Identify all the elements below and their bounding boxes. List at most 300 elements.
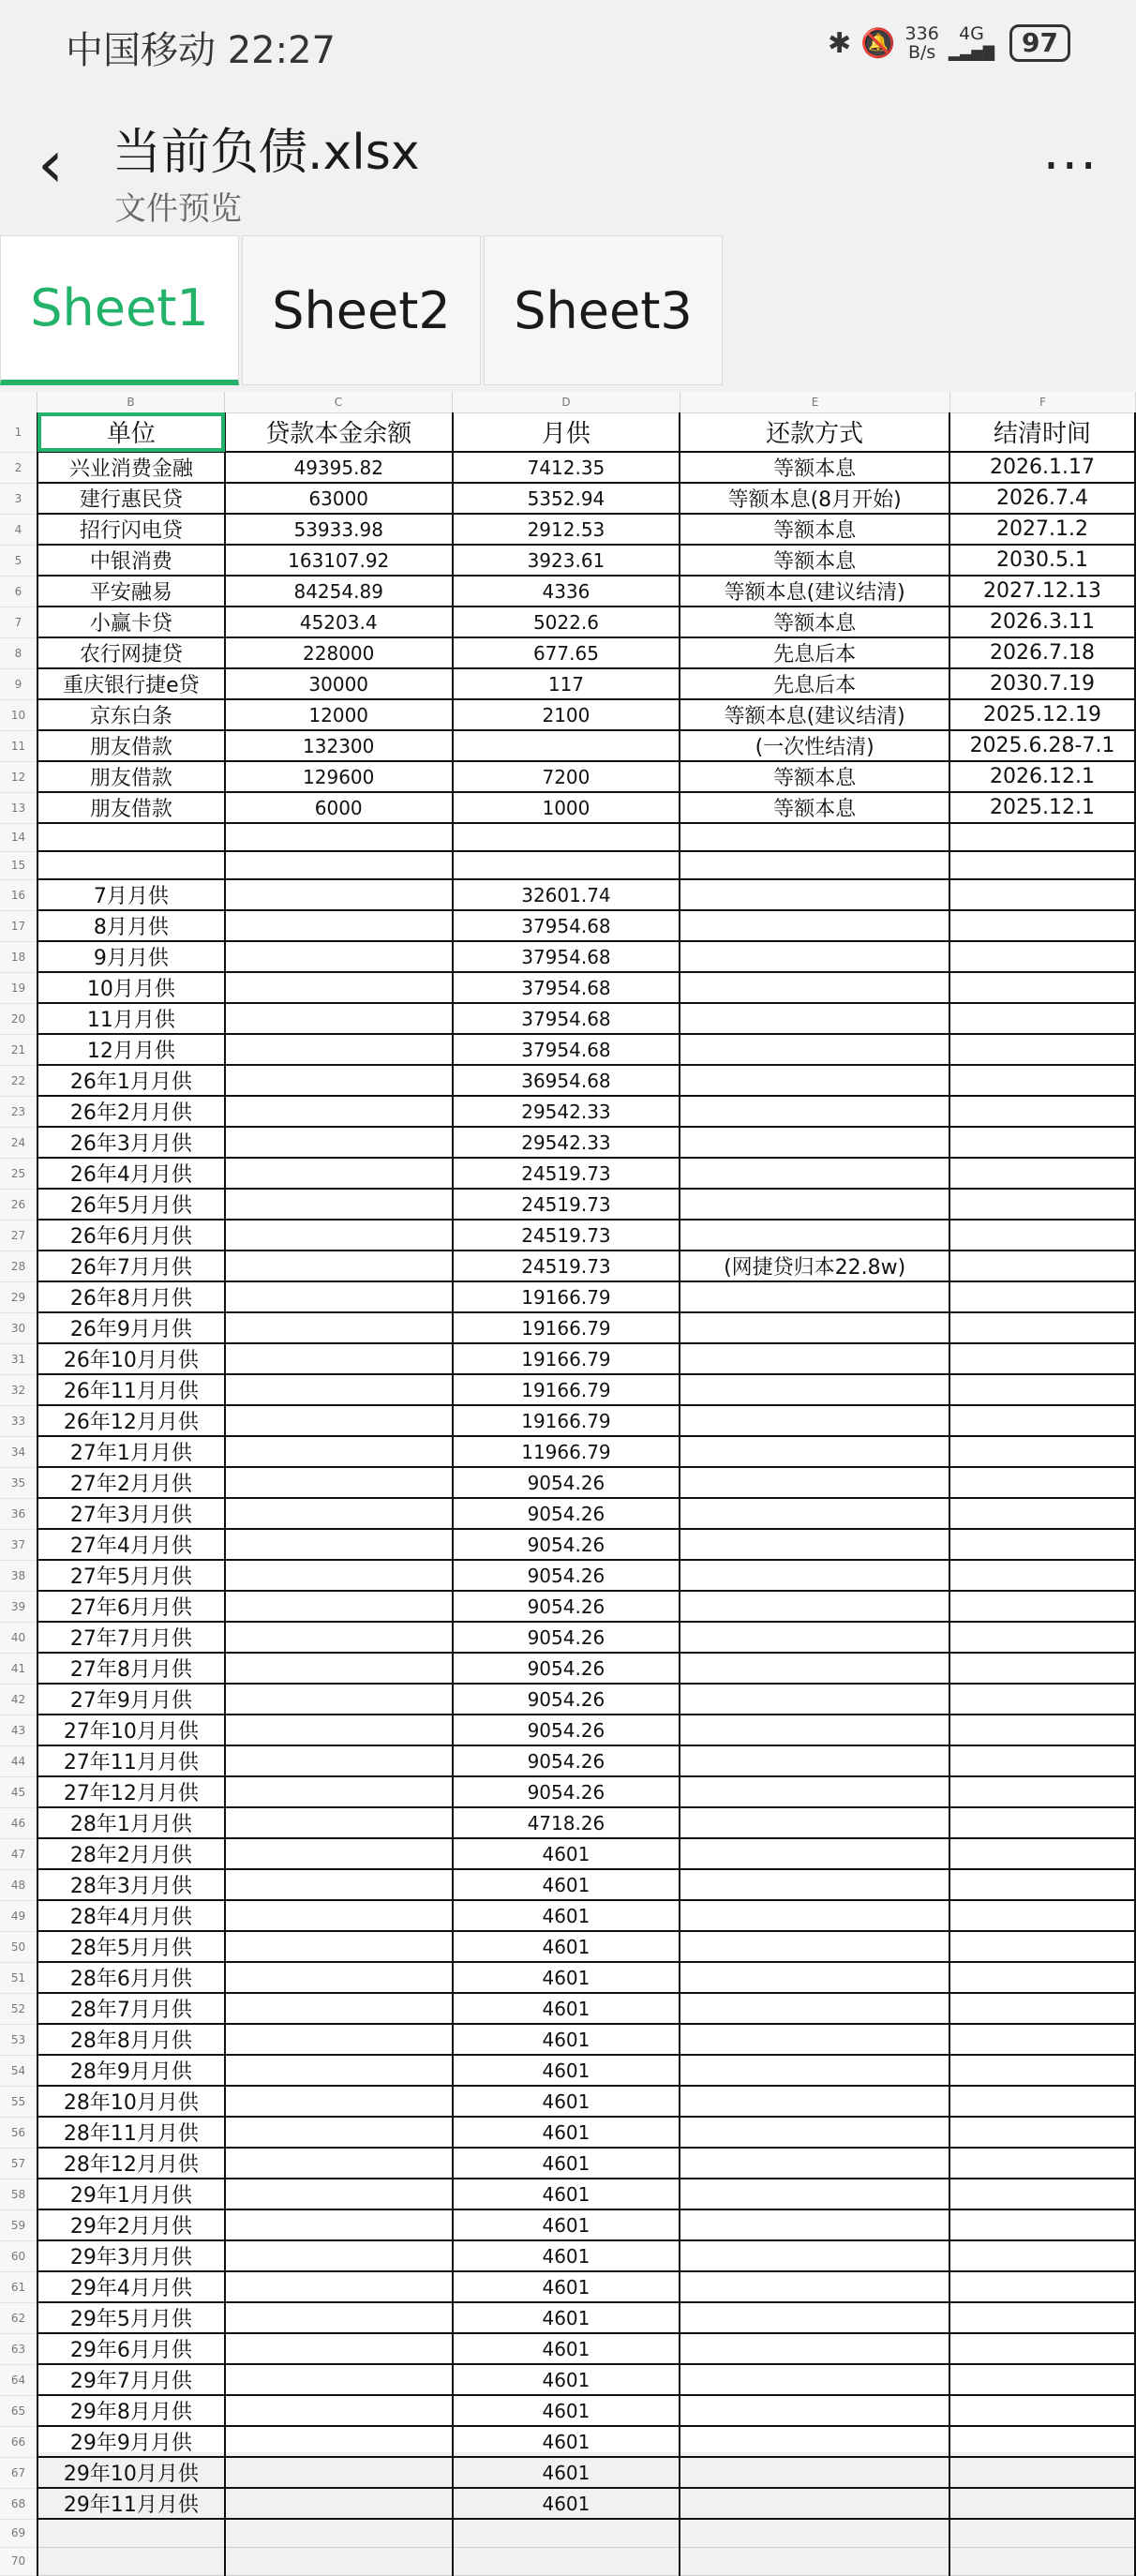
- table-cell[interactable]: 29年10月月供: [37, 2457, 225, 2488]
- table-cell[interactable]: [949, 2271, 1135, 2302]
- table-cell[interactable]: 等额本息: [680, 545, 949, 576]
- table-cell[interactable]: 2026.1.17: [949, 452, 1135, 483]
- table-cell[interactable]: 4601: [453, 1993, 680, 2024]
- table-cell[interactable]: 36954.68: [453, 1065, 680, 1096]
- table-cell[interactable]: 27年7月月供: [37, 1622, 225, 1653]
- table-cell[interactable]: 32601.74: [453, 879, 680, 910]
- table-cell[interactable]: [680, 2547, 949, 2575]
- table-cell[interactable]: [225, 2488, 453, 2519]
- table-cell[interactable]: [949, 1560, 1135, 1591]
- column-header-b[interactable]: B: [37, 392, 225, 412]
- table-cell[interactable]: 兴业消费金融: [37, 452, 225, 483]
- table-cell[interactable]: 26年9月月供: [37, 1312, 225, 1343]
- table-cell[interactable]: 29542.33: [453, 1096, 680, 1127]
- table-cell[interactable]: 26年1月月供: [37, 1065, 225, 1096]
- table-cell[interactable]: 4601: [453, 2426, 680, 2457]
- table-cell[interactable]: [949, 2333, 1135, 2364]
- row-number[interactable]: 46: [0, 1807, 37, 1838]
- table-cell[interactable]: 等额本息(建议结清): [680, 576, 949, 607]
- row-number[interactable]: 47: [0, 1838, 37, 1869]
- table-cell[interactable]: 2912.53: [453, 514, 680, 545]
- table-cell[interactable]: [949, 910, 1135, 941]
- table-cell[interactable]: [949, 1838, 1135, 1869]
- table-cell[interactable]: 28年8月月供: [37, 2024, 225, 2055]
- table-cell[interactable]: [949, 972, 1135, 1003]
- table-cell[interactable]: 19166.79: [453, 1281, 680, 1312]
- row-number[interactable]: 41: [0, 1653, 37, 1684]
- table-cell[interactable]: [225, 2240, 453, 2271]
- table-cell[interactable]: 4601: [453, 1900, 680, 1931]
- table-cell[interactable]: [949, 2457, 1135, 2488]
- table-cell[interactable]: [225, 1529, 453, 1560]
- row-number[interactable]: 38: [0, 1560, 37, 1591]
- table-cell[interactable]: 29年2月月供: [37, 2209, 225, 2240]
- table-cell[interactable]: 农行网捷贷: [37, 637, 225, 668]
- table-cell[interactable]: 4601: [453, 2209, 680, 2240]
- table-cell[interactable]: 26年2月月供: [37, 1096, 225, 1127]
- table-cell[interactable]: 招行闪电贷: [37, 514, 225, 545]
- table-cell[interactable]: 4718.26: [453, 1807, 680, 1838]
- table-cell[interactable]: [225, 1127, 453, 1158]
- table-cell[interactable]: [225, 2364, 453, 2395]
- table-cell[interactable]: [680, 1993, 949, 2024]
- table-cell[interactable]: [680, 941, 949, 972]
- row-number[interactable]: 7: [0, 607, 37, 637]
- table-cell[interactable]: 5352.94: [453, 483, 680, 514]
- table-cell[interactable]: [37, 823, 225, 851]
- table-cell[interactable]: 9054.26: [453, 1684, 680, 1715]
- table-cell[interactable]: [680, 1065, 949, 1096]
- table-cell[interactable]: 37954.68: [453, 941, 680, 972]
- table-cell[interactable]: 132300: [225, 730, 453, 761]
- table-cell[interactable]: [949, 1591, 1135, 1622]
- table-cell[interactable]: 28年5月月供: [37, 1931, 225, 1962]
- table-cell[interactable]: 3923.61: [453, 545, 680, 576]
- table-cell[interactable]: 28年3月月供: [37, 1869, 225, 1900]
- table-cell[interactable]: 29年3月月供: [37, 2240, 225, 2271]
- table-cell[interactable]: [949, 1374, 1135, 1405]
- row-number[interactable]: 62: [0, 2302, 37, 2333]
- table-cell[interactable]: 24519.73: [453, 1251, 680, 1281]
- table-cell[interactable]: [225, 1776, 453, 1807]
- table-cell[interactable]: 9054.26: [453, 1776, 680, 1807]
- table-cell[interactable]: 29年8月月供: [37, 2395, 225, 2426]
- table-cell[interactable]: [949, 1281, 1135, 1312]
- row-number[interactable]: 3: [0, 483, 37, 514]
- table-cell[interactable]: 9054.26: [453, 1591, 680, 1622]
- table-cell[interactable]: [225, 1869, 453, 1900]
- table-cell[interactable]: 京东白条: [37, 699, 225, 730]
- table-cell[interactable]: 等额本息: [680, 514, 949, 545]
- table-cell[interactable]: [37, 2519, 225, 2547]
- table-cell[interactable]: 29年1月月供: [37, 2179, 225, 2209]
- column-header-c[interactable]: C: [225, 392, 453, 412]
- row-number[interactable]: 26: [0, 1189, 37, 1220]
- table-cell[interactable]: [680, 2179, 949, 2209]
- table-cell[interactable]: 4601: [453, 2364, 680, 2395]
- table-cell[interactable]: [949, 2426, 1135, 2457]
- table-cell[interactable]: [225, 1498, 453, 1529]
- table-cell[interactable]: 2026.12.1: [949, 761, 1135, 792]
- table-cell[interactable]: 4601: [453, 1962, 680, 1993]
- table-cell[interactable]: [949, 823, 1135, 851]
- table-cell[interactable]: [680, 2302, 949, 2333]
- table-cell[interactable]: 中银消费: [37, 545, 225, 576]
- table-cell[interactable]: 28年10月月供: [37, 2086, 225, 2117]
- table-cell[interactable]: [680, 1900, 949, 1931]
- table-cell[interactable]: 28年1月月供: [37, 1807, 225, 1838]
- row-number[interactable]: 58: [0, 2179, 37, 2209]
- table-cell[interactable]: 2026.7.4: [949, 483, 1135, 514]
- table-cell[interactable]: [949, 941, 1135, 972]
- row-number[interactable]: 8: [0, 637, 37, 668]
- table-cell[interactable]: 8月月供: [37, 910, 225, 941]
- table-cell[interactable]: [680, 2209, 949, 2240]
- row-number[interactable]: 69: [0, 2519, 37, 2547]
- table-cell[interactable]: [680, 2271, 949, 2302]
- table-cell[interactable]: [680, 1715, 949, 1745]
- table-cell[interactable]: 228000: [225, 637, 453, 668]
- table-cell[interactable]: [225, 1807, 453, 1838]
- table-cell[interactable]: [225, 2086, 453, 2117]
- table-cell[interactable]: [225, 2395, 453, 2426]
- table-cell[interactable]: [949, 2086, 1135, 2117]
- table-cell[interactable]: [225, 1374, 453, 1405]
- table-cell[interactable]: [949, 1405, 1135, 1436]
- table-cell[interactable]: [225, 1096, 453, 1127]
- table-cell[interactable]: [949, 1900, 1135, 1931]
- table-cell[interactable]: 2030.5.1: [949, 545, 1135, 576]
- table-cell[interactable]: [680, 2488, 949, 2519]
- table-cell[interactable]: 4601: [453, 2395, 680, 2426]
- table-cell[interactable]: 19166.79: [453, 1343, 680, 1374]
- row-number[interactable]: 50: [0, 1931, 37, 1962]
- table-cell[interactable]: 26年10月月供: [37, 1343, 225, 1374]
- table-cell[interactable]: 11966.79: [453, 1436, 680, 1467]
- table-cell[interactable]: 49395.82: [225, 452, 453, 483]
- table-cell[interactable]: 7200: [453, 761, 680, 792]
- table-cell[interactable]: 4601: [453, 2240, 680, 2271]
- table-cell[interactable]: 26年12月月供: [37, 1405, 225, 1436]
- row-number[interactable]: 40: [0, 1622, 37, 1653]
- table-cell[interactable]: 2027.1.2: [949, 514, 1135, 545]
- table-cell[interactable]: 26年3月月供: [37, 1127, 225, 1158]
- table-cell[interactable]: [680, 2024, 949, 2055]
- table-cell[interactable]: [680, 1745, 949, 1776]
- table-cell[interactable]: [680, 2364, 949, 2395]
- corner-cell[interactable]: [0, 392, 37, 412]
- table-cell[interactable]: [680, 1962, 949, 1993]
- table-cell[interactable]: [225, 2055, 453, 2086]
- table-cell[interactable]: 4601: [453, 2271, 680, 2302]
- table-cell[interactable]: [225, 2333, 453, 2364]
- table-cell[interactable]: 小赢卡贷: [37, 607, 225, 637]
- table-cell[interactable]: [949, 1034, 1135, 1065]
- table-cell[interactable]: 朋友借款: [37, 761, 225, 792]
- table-cell[interactable]: [949, 1312, 1135, 1343]
- table-cell[interactable]: [225, 1931, 453, 1962]
- table-cell[interactable]: 27年5月月供: [37, 1560, 225, 1591]
- table-cell[interactable]: [680, 879, 949, 910]
- table-cell[interactable]: 4601: [453, 2333, 680, 2364]
- row-number[interactable]: 20: [0, 1003, 37, 1034]
- table-cell[interactable]: [949, 2179, 1135, 2209]
- table-cell[interactable]: [680, 823, 949, 851]
- table-cell[interactable]: 677.65: [453, 637, 680, 668]
- table-cell[interactable]: 2026.3.11: [949, 607, 1135, 637]
- header-cell[interactable]: 贷款本金余额: [225, 412, 453, 452]
- table-cell[interactable]: 9月月供: [37, 941, 225, 972]
- table-cell[interactable]: 27年8月月供: [37, 1653, 225, 1684]
- table-cell[interactable]: [949, 2240, 1135, 2271]
- table-cell[interactable]: 平安融易: [37, 576, 225, 607]
- table-cell[interactable]: [225, 1622, 453, 1653]
- table-cell[interactable]: [453, 730, 680, 761]
- row-number[interactable]: 14: [0, 823, 37, 851]
- table-cell[interactable]: [949, 1869, 1135, 1900]
- row-number[interactable]: 36: [0, 1498, 37, 1529]
- row-number[interactable]: 22: [0, 1065, 37, 1096]
- row-number[interactable]: 18: [0, 941, 37, 972]
- table-cell[interactable]: [680, 1096, 949, 1127]
- row-number[interactable]: 59: [0, 2209, 37, 2240]
- table-cell[interactable]: 29年4月月供: [37, 2271, 225, 2302]
- row-number[interactable]: 53: [0, 2024, 37, 2055]
- table-cell[interactable]: 27年4月月供: [37, 1529, 225, 1560]
- table-cell[interactable]: [225, 1220, 453, 1251]
- table-cell[interactable]: [680, 2055, 949, 2086]
- table-cell[interactable]: 37954.68: [453, 972, 680, 1003]
- table-cell[interactable]: [680, 2117, 949, 2148]
- table-cell[interactable]: [225, 1312, 453, 1343]
- table-cell[interactable]: [680, 1776, 949, 1807]
- table-cell[interactable]: 29542.33: [453, 1127, 680, 1158]
- row-number[interactable]: 19: [0, 972, 37, 1003]
- table-cell[interactable]: [680, 1189, 949, 1220]
- table-cell[interactable]: 29年9月月供: [37, 2426, 225, 2457]
- header-cell[interactable]: 结清时间: [949, 412, 1135, 452]
- table-cell[interactable]: 7月月供: [37, 879, 225, 910]
- table-cell[interactable]: [680, 910, 949, 941]
- table-cell[interactable]: [225, 972, 453, 1003]
- table-cell[interactable]: [680, 1343, 949, 1374]
- table-cell[interactable]: [453, 823, 680, 851]
- row-number[interactable]: 54: [0, 2055, 37, 2086]
- table-cell[interactable]: 9054.26: [453, 1622, 680, 1653]
- sheet-grid[interactable]: [0, 412, 1136, 2576]
- row-number[interactable]: 25: [0, 1158, 37, 1189]
- table-cell[interactable]: 等额本息(8月开始): [680, 483, 949, 514]
- table-cell[interactable]: [680, 1003, 949, 1034]
- table-cell[interactable]: 4336: [453, 576, 680, 607]
- table-cell[interactable]: [680, 1158, 949, 1189]
- table-cell[interactable]: 28年7月月供: [37, 1993, 225, 2024]
- table-cell[interactable]: 28年12月月供: [37, 2148, 225, 2179]
- table-cell[interactable]: 9054.26: [453, 1715, 680, 1745]
- table-cell[interactable]: [225, 1745, 453, 1776]
- table-cell[interactable]: [37, 851, 225, 879]
- table-cell[interactable]: [225, 1003, 453, 1034]
- table-cell[interactable]: [949, 1962, 1135, 1993]
- table-cell[interactable]: [680, 1281, 949, 1312]
- table-cell[interactable]: 53933.98: [225, 514, 453, 545]
- table-cell[interactable]: [225, 2547, 453, 2575]
- table-cell[interactable]: [453, 2547, 680, 2575]
- table-cell[interactable]: 27年11月月供: [37, 1745, 225, 1776]
- table-cell[interactable]: [949, 1436, 1135, 1467]
- table-cell[interactable]: [225, 941, 453, 972]
- table-cell[interactable]: 28年9月月供: [37, 2055, 225, 2086]
- table-cell[interactable]: [680, 1436, 949, 1467]
- table-cell[interactable]: [225, 2271, 453, 2302]
- table-cell[interactable]: 27年2月月供: [37, 1467, 225, 1498]
- table-cell[interactable]: [225, 1281, 453, 1312]
- table-cell[interactable]: [225, 823, 453, 851]
- header-cell[interactable]: 单位: [37, 412, 225, 452]
- table-cell[interactable]: [225, 1560, 453, 1591]
- table-cell[interactable]: 2030.7.19: [949, 668, 1135, 699]
- row-number[interactable]: 6: [0, 576, 37, 607]
- table-cell[interactable]: [680, 2240, 949, 2271]
- table-cell[interactable]: [680, 2426, 949, 2457]
- table-cell[interactable]: [680, 851, 949, 879]
- table-cell[interactable]: [225, 1405, 453, 1436]
- table-cell[interactable]: 等额本息: [680, 607, 949, 637]
- table-cell[interactable]: 2025.6.28-7.1: [949, 730, 1135, 761]
- table-cell[interactable]: [225, 851, 453, 879]
- table-cell[interactable]: 117: [453, 668, 680, 699]
- table-cell[interactable]: [225, 1158, 453, 1189]
- table-cell[interactable]: [225, 2209, 453, 2240]
- table-cell[interactable]: [225, 1715, 453, 1745]
- table-cell[interactable]: [949, 2364, 1135, 2395]
- row-number[interactable]: 23: [0, 1096, 37, 1127]
- table-cell[interactable]: [680, 1684, 949, 1715]
- table-cell[interactable]: 26年6月月供: [37, 1220, 225, 1251]
- table-cell[interactable]: 10月月供: [37, 972, 225, 1003]
- table-cell[interactable]: 9054.26: [453, 1467, 680, 1498]
- row-number[interactable]: 28: [0, 1251, 37, 1281]
- table-cell[interactable]: 27年9月月供: [37, 1684, 225, 1715]
- table-cell[interactable]: 45203.4: [225, 607, 453, 637]
- chevron-left-icon[interactable]: ‹: [37, 126, 64, 202]
- table-cell[interactable]: [949, 2024, 1135, 2055]
- table-cell[interactable]: 28年2月月供: [37, 1838, 225, 1869]
- row-number[interactable]: 5: [0, 545, 37, 576]
- table-cell[interactable]: [680, 1807, 949, 1838]
- table-cell[interactable]: 26年8月月供: [37, 1281, 225, 1312]
- table-cell[interactable]: 4601: [453, 2302, 680, 2333]
- table-cell[interactable]: [680, 1467, 949, 1498]
- table-cell[interactable]: [680, 2395, 949, 2426]
- table-cell[interactable]: (一次性结清): [680, 730, 949, 761]
- table-cell[interactable]: [949, 851, 1135, 879]
- column-header-d[interactable]: D: [453, 392, 680, 412]
- row-number[interactable]: 35: [0, 1467, 37, 1498]
- table-cell[interactable]: 27年6月月供: [37, 1591, 225, 1622]
- column-header-e[interactable]: E: [680, 392, 950, 412]
- table-cell[interactable]: [225, 1653, 453, 1684]
- table-cell[interactable]: 24519.73: [453, 1220, 680, 1251]
- row-number[interactable]: 37: [0, 1529, 37, 1560]
- row-number[interactable]: 66: [0, 2426, 37, 2457]
- row-number[interactable]: 21: [0, 1034, 37, 1065]
- tab-sheet1[interactable]: Sheet1: [0, 235, 239, 385]
- row-number[interactable]: 70: [0, 2547, 37, 2575]
- table-cell[interactable]: 19166.79: [453, 1405, 680, 1436]
- table-cell[interactable]: [949, 1684, 1135, 1715]
- table-cell[interactable]: 等额本息: [680, 792, 949, 823]
- table-cell[interactable]: [680, 1312, 949, 1343]
- table-cell[interactable]: 4601: [453, 2117, 680, 2148]
- table-cell[interactable]: 84254.89: [225, 576, 453, 607]
- table-cell[interactable]: [680, 1869, 949, 1900]
- row-number[interactable]: 10: [0, 699, 37, 730]
- row-number[interactable]: 32: [0, 1374, 37, 1405]
- table-cell[interactable]: [225, 910, 453, 941]
- table-cell[interactable]: [949, 1931, 1135, 1962]
- table-cell[interactable]: [680, 1405, 949, 1436]
- table-cell[interactable]: [949, 1251, 1135, 1281]
- table-cell[interactable]: 28年11月月供: [37, 2117, 225, 2148]
- table-cell[interactable]: [949, 1343, 1135, 1374]
- table-cell[interactable]: [949, 2519, 1135, 2547]
- row-number[interactable]: 30: [0, 1312, 37, 1343]
- table-cell[interactable]: [680, 2457, 949, 2488]
- table-cell[interactable]: [949, 2148, 1135, 2179]
- table-cell[interactable]: [949, 2209, 1135, 2240]
- table-cell[interactable]: [680, 1838, 949, 1869]
- table-cell[interactable]: 4601: [453, 2457, 680, 2488]
- row-number[interactable]: 24: [0, 1127, 37, 1158]
- table-cell[interactable]: 4601: [453, 1869, 680, 1900]
- table-cell[interactable]: [225, 2302, 453, 2333]
- table-cell[interactable]: 9054.26: [453, 1745, 680, 1776]
- row-number[interactable]: 43: [0, 1715, 37, 1745]
- table-cell[interactable]: [680, 1931, 949, 1962]
- row-number[interactable]: 4: [0, 514, 37, 545]
- row-number[interactable]: 27: [0, 1220, 37, 1251]
- table-cell[interactable]: 先息后本: [680, 637, 949, 668]
- table-cell[interactable]: 28年4月月供: [37, 1900, 225, 1931]
- table-cell[interactable]: [949, 2395, 1135, 2426]
- row-number[interactable]: 63: [0, 2333, 37, 2364]
- table-cell[interactable]: [680, 1622, 949, 1653]
- table-cell[interactable]: 建行惠民贷: [37, 483, 225, 514]
- table-cell[interactable]: [949, 1220, 1135, 1251]
- table-cell[interactable]: 30000: [225, 668, 453, 699]
- column-header-f[interactable]: F: [950, 392, 1136, 412]
- table-cell[interactable]: 4601: [453, 2148, 680, 2179]
- row-number[interactable]: 1: [0, 412, 37, 452]
- table-cell[interactable]: 1000: [453, 792, 680, 823]
- spreadsheet-view[interactable]: [0, 392, 1136, 2568]
- table-cell[interactable]: [949, 1622, 1135, 1653]
- table-cell[interactable]: [680, 2086, 949, 2117]
- table-cell[interactable]: 163107.92: [225, 545, 453, 576]
- table-cell[interactable]: [680, 1529, 949, 1560]
- table-cell[interactable]: 26年5月月供: [37, 1189, 225, 1220]
- table-cell[interactable]: [949, 1776, 1135, 1807]
- table-cell[interactable]: 重庆银行捷e贷: [37, 668, 225, 699]
- table-cell[interactable]: [680, 1220, 949, 1251]
- table-cell[interactable]: [680, 1498, 949, 1529]
- table-cell[interactable]: 29年11月月供: [37, 2488, 225, 2519]
- table-cell[interactable]: [453, 851, 680, 879]
- row-number[interactable]: 57: [0, 2148, 37, 2179]
- table-cell[interactable]: 2100: [453, 699, 680, 730]
- header-cell[interactable]: 还款方式: [680, 412, 949, 452]
